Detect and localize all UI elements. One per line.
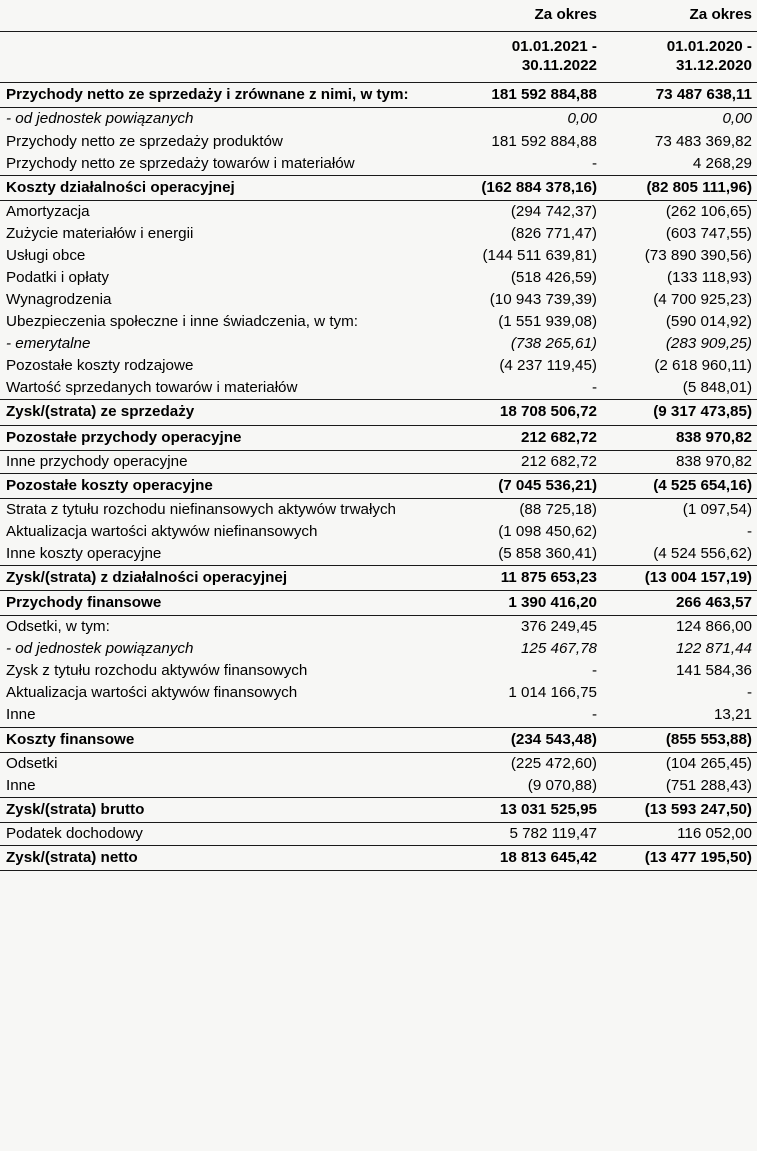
- table-row: [0, 845, 757, 870]
- table-row: [0, 752, 757, 775]
- row-label: Zysk/(strata) netto: [0, 845, 420, 870]
- row-label: Amortyzacja: [6, 202, 90, 220]
- table-row: [0, 591, 757, 616]
- row-value-period1: 11 875 653,23: [420, 566, 602, 591]
- row-value-period1: (162 884 378,16): [420, 175, 602, 200]
- table-row: [0, 267, 757, 289]
- row-value-period1: 125 467,78: [520, 640, 597, 658]
- row-value-period1: (4 237 119,45): [499, 357, 597, 375]
- row-label: Koszty finansowe: [0, 727, 420, 752]
- row-value-period1: (1 551 939,08): [498, 313, 597, 331]
- row-value-period2: (2 618 960,11): [654, 357, 752, 375]
- row-label: Podatek dochodowy: [6, 824, 143, 842]
- table-row: [0, 498, 757, 521]
- row-value-period2: (13 593 247,50): [602, 797, 757, 822]
- row-value-period2: 838 970,82: [602, 425, 757, 450]
- row-label: - od jednostek powiązanych: [6, 110, 194, 128]
- row-value-period2: 266 463,57: [602, 591, 757, 616]
- header-period-blank: [0, 32, 420, 83]
- table-row: [0, 333, 757, 355]
- header-col2-title: Za okres: [689, 6, 752, 23]
- row-label: Zysk z tytułu rozchodu aktywów finansowych: [6, 662, 308, 680]
- row-value-period1: (225 472,60): [510, 754, 597, 772]
- row-value-period2: 116 052,00: [677, 824, 752, 842]
- row-value-period1: (234 543,48): [420, 727, 602, 752]
- row-label: Zysk/(strata) z działalności operacyjnej: [0, 566, 420, 591]
- row-value-period2: (13 004 157,19): [602, 566, 757, 591]
- header-col2-period-to: 31.12.2020: [675, 57, 752, 75]
- row-value-period2: 4 268,29: [692, 154, 752, 172]
- row-label: - emerytalne: [6, 335, 91, 353]
- row-value-period1: 181 592 884,88: [491, 132, 597, 150]
- row-value-period2: (82 805 111,96): [602, 175, 757, 200]
- row-value-period1: (518 426,59): [510, 268, 597, 286]
- table-row: [0, 566, 757, 591]
- table-row: [0, 223, 757, 245]
- table-row: [0, 473, 757, 498]
- row-label: Przychody netto ze sprzedaży i zrównane z nimi, w tym:: [0, 83, 420, 108]
- table-row: [0, 377, 757, 400]
- header-col1-period-to: 30.11.2022: [521, 57, 597, 75]
- row-value-period2: (104 265,45): [665, 754, 752, 772]
- table-row: [0, 660, 757, 682]
- row-label: Wartość sprzedanych towarów i materiałów: [6, 379, 298, 397]
- table-row: [0, 108, 757, 131]
- row-label: Koszty działalności operacyjnej: [0, 175, 420, 200]
- row-value-period2: (590 014,92): [665, 313, 752, 331]
- row-value-period2: (4 525 654,16): [602, 473, 757, 498]
- table-row: [0, 311, 757, 333]
- row-value-period2: 838 970,82: [675, 452, 752, 470]
- table-header: [0, 0, 757, 83]
- table-row: [0, 727, 757, 752]
- table-row: [0, 355, 757, 377]
- header-col1-title: Za okres: [534, 6, 597, 23]
- table-row: [0, 153, 757, 176]
- row-label: Inne koszty operacyjne: [6, 544, 162, 562]
- row-label: - od jednostek powiązanych: [6, 640, 194, 658]
- row-label: Ubezpieczenia społeczne i inne świadczenia, w tym:: [6, 313, 359, 331]
- row-value-period2: (262 106,65): [665, 202, 752, 220]
- row-value-period1: -: [591, 662, 597, 680]
- header-col1-period: [420, 32, 602, 83]
- row-value-period2: 141 584,36: [675, 662, 752, 680]
- row-value-period1: 212 682,72: [420, 425, 602, 450]
- row-label: Pozostałe koszty operacyjne: [0, 473, 420, 498]
- header-col1-period-from: 01.01.2021 -: [511, 38, 597, 56]
- header-col2-period: [602, 32, 757, 83]
- row-value-period1: 1 390 416,20: [420, 591, 602, 616]
- row-label: Strata z tytułu rozchodu niefinansowych aktywów trwałych: [6, 500, 396, 518]
- row-label: Przychody netto ze sprzedaży produktów: [6, 132, 283, 150]
- header-title-row: [0, 0, 757, 32]
- row-label: Inne: [6, 706, 36, 724]
- row-value-period1: (1 098 450,62): [498, 522, 597, 540]
- row-value-period1: 0,00: [567, 110, 597, 128]
- row-value-period2: (9 317 473,85): [602, 400, 757, 425]
- row-value-period1: (826 771,47): [510, 224, 597, 242]
- row-value-period1: 18 813 645,42: [420, 845, 602, 870]
- table-row: [0, 616, 757, 639]
- table-row: [0, 521, 757, 543]
- header-period-row: [0, 32, 757, 83]
- row-label: Inne przychody operacyjne: [6, 452, 188, 470]
- row-value-period1: 18 708 506,72: [420, 400, 602, 425]
- row-label: Pozostałe przychody operacyjne: [0, 425, 420, 450]
- row-value-period2: (5 848,01): [682, 379, 752, 397]
- row-value-period2: (1 097,54): [682, 500, 752, 518]
- table-body: [0, 83, 757, 871]
- row-label: Zysk/(strata) ze sprzedaży: [0, 400, 420, 425]
- table-row: [0, 822, 757, 845]
- row-label: Przychody finansowe: [0, 591, 420, 616]
- row-label: Usługi obce: [6, 246, 86, 264]
- row-label: Przychody netto ze sprzedaży towarów i materiałów: [6, 154, 355, 172]
- row-label: Odsetki: [6, 754, 58, 772]
- table-row: [0, 543, 757, 566]
- row-label: Zysk/(strata) brutto: [0, 797, 420, 822]
- row-label: Inne: [6, 776, 36, 794]
- row-label: Wynagrodzenia: [6, 291, 112, 309]
- row-value-period1: 13 031 525,95: [420, 797, 602, 822]
- table-row: [0, 450, 757, 473]
- row-label: Odsetki, w tym:: [6, 618, 110, 636]
- row-value-period2: -: [746, 522, 752, 540]
- row-label: Pozostałe koszty rodzajowe: [6, 357, 194, 375]
- row-value-period1: (88 725,18): [519, 500, 597, 518]
- row-value-period2: (4 524 556,62): [653, 544, 752, 562]
- row-value-period1: -: [591, 154, 597, 172]
- row-value-period1: (5 858 360,41): [498, 544, 597, 562]
- header-col2-period-from: 01.01.2020 -: [666, 38, 752, 56]
- table-row: [0, 131, 757, 153]
- row-value-period2: (855 553,88): [602, 727, 757, 752]
- row-value-period1: -: [591, 379, 597, 397]
- row-value-period2: (133 118,93): [667, 268, 752, 286]
- row-label: Podatki i opłaty: [6, 268, 109, 286]
- row-value-period1: (294 742,37): [510, 202, 597, 220]
- row-value-period2: 0,00: [722, 110, 752, 128]
- row-value-period2: (13 477 195,50): [602, 845, 757, 870]
- row-value-period1: (7 045 536,21): [420, 473, 602, 498]
- row-value-period2: 124 866,00: [675, 618, 752, 636]
- row-value-period2: 73 487 638,11: [602, 83, 757, 108]
- row-value-period1: (10 943 739,39): [489, 291, 597, 309]
- row-value-period2: 13,21: [713, 706, 752, 724]
- table-row: [0, 200, 757, 223]
- table-row: [0, 400, 757, 425]
- row-label: Aktualizacja wartości aktywów niefinansowych: [6, 522, 318, 540]
- table-row: [0, 638, 757, 660]
- row-value-period1: (9 070,88): [527, 776, 597, 794]
- row-value-period2: -: [746, 684, 752, 702]
- table-row: [0, 289, 757, 311]
- row-label: Aktualizacja wartości aktywów finansowych: [6, 684, 298, 702]
- table-row: [0, 704, 757, 727]
- table-row: [0, 797, 757, 822]
- row-value-period1: (738 265,61): [510, 335, 597, 353]
- table-row: [0, 245, 757, 267]
- row-value-period2: (73 890 390,56): [644, 246, 752, 264]
- row-value-period2: 73 483 369,82: [654, 132, 752, 150]
- table-row: [0, 83, 757, 108]
- row-value-period2: 122 871,44: [675, 640, 752, 658]
- row-value-period1: 181 592 884,88: [420, 83, 602, 108]
- table-row: [0, 425, 757, 450]
- row-value-period2: (751 288,43): [665, 776, 752, 794]
- row-value-period1: 212 682,72: [520, 452, 597, 470]
- table-row: [0, 682, 757, 704]
- row-value-period1: 1 014 166,75: [508, 684, 597, 702]
- row-value-period2: (4 700 925,23): [653, 291, 752, 309]
- row-value-period1: (144 511 639,81): [482, 246, 597, 264]
- row-value-period1: 5 782 119,47: [509, 824, 597, 842]
- table-row: [0, 775, 757, 798]
- row-value-period1: -: [591, 706, 597, 724]
- header-label-blank: [0, 0, 420, 32]
- table-row: [0, 175, 757, 200]
- row-value-period2: (603 747,55): [665, 224, 752, 242]
- row-value-period1: 376 249,45: [520, 618, 597, 636]
- row-label: Zużycie materiałów i energii: [6, 224, 194, 242]
- row-value-period2: (283 909,25): [665, 335, 752, 353]
